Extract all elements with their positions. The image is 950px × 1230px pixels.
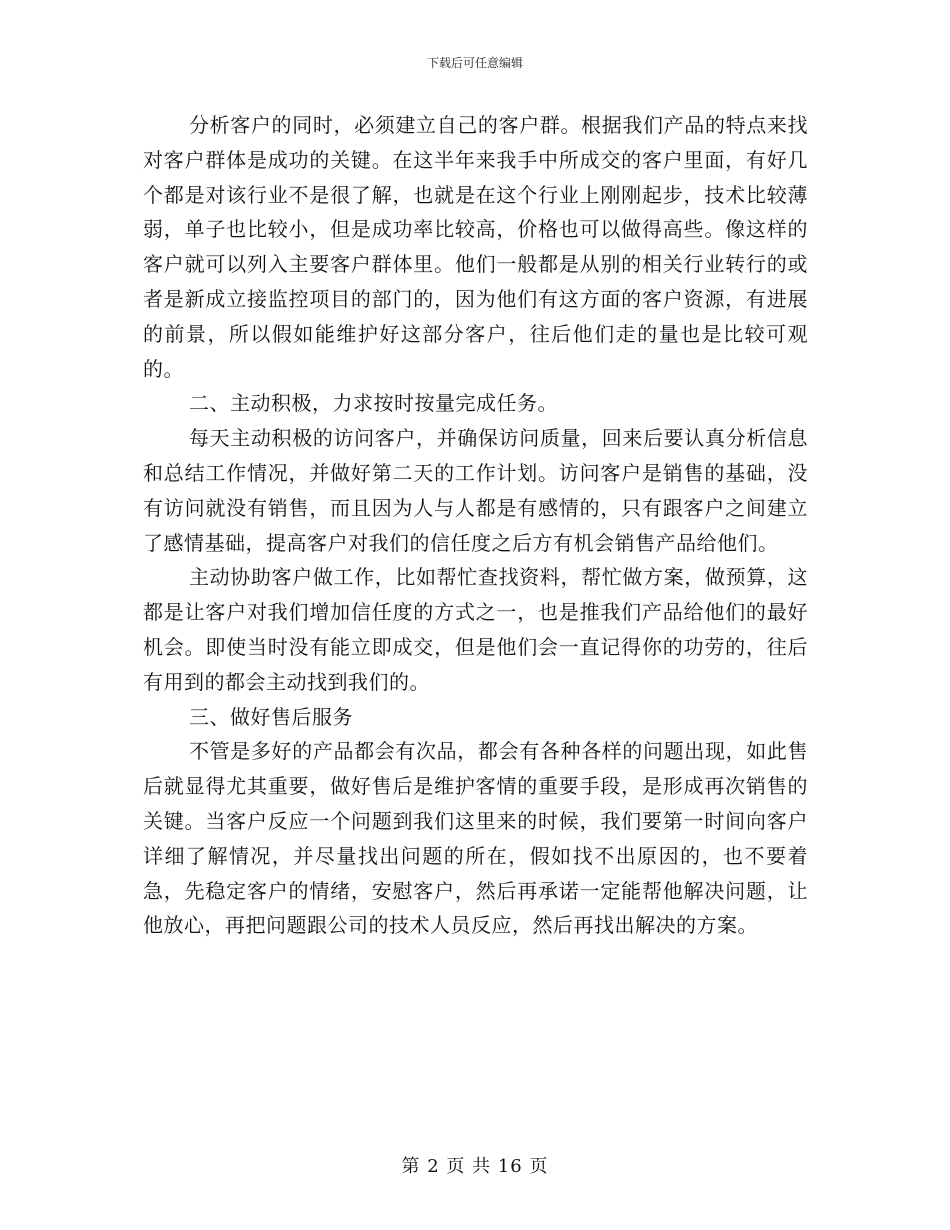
paragraph-daily-visits: 每天主动积极的访问客户，并确保访问质量，回来后要认真分析信息和总结工作情况，并做好第二天的工作计划。访问客户是销售的基础，没有访问就没有销售，而且因为人与人都是有感情的，只有跟客户之间建立了感情基础，提高客户对我们的信任度之后方有机会销售产品给他们。 [143, 426, 808, 555]
section-heading-proactive: 二、主动积极，力求按时按量完成任务。 [189, 391, 558, 416]
paragraph-after-sales: 不管是多好的产品都会有次品，都会有各种各样的问题出现，如此售后就显得尤其重要，做好售后是维护客情的重要手段，是形成再次销售的关键。当客户反应一个问题到我们这里来的时候，我们要第一时间向客户详细了解情况，并尽量找出问题的所在，假如找不出原因的，也不要着急，先稳定客户的情绪，安慰客户，然后再承诺一定能帮他解决问题，让他放心，再把问题跟公司的技术人员反应，然后再找出解决的方案。 [143, 739, 808, 938]
paragraph-customer-group: 分析客户的同时，必须建立自己的客户群。根据我们产品的特点来找对客户群体是成功的关键。在这半年来我手中所成交的客户里面，有好几个都是对该行业不是很了解，也就是在这个行业上刚刚起步，技术比较薄弱，单子也比较小，但是成功率比较高，价格也可以做得高些。像这样的客户就可以列入主要客户群体里。他们一般都是从别的相关行业转行的或者是新成立接监控项目的部门的，因为他们有这方面的客户资源，有进展的前景，所以假如能维护好这部分客户，往后他们走的量也是比较可观的。 [143, 113, 808, 381]
paragraph-assist-customers: 主动协助客户做工作，比如帮忙查找资料，帮忙做方案，做预算，这都是让客户对我们增加信任度的方式之一，也是推我们产品给他们的最好机会。即使当时没有能立即成交，但是他们会一直记得你的功劳的，往后有用到的都会主动找到我们的。 [143, 565, 808, 694]
header-note: 下载后可任意编辑 [426, 56, 523, 70]
page-number-footer: 第 2 页 共 16 页 [401, 1156, 549, 1177]
document-body [143, 108, 808, 943]
section-heading-after-sales: 三、做好售后服务 [189, 704, 353, 729]
